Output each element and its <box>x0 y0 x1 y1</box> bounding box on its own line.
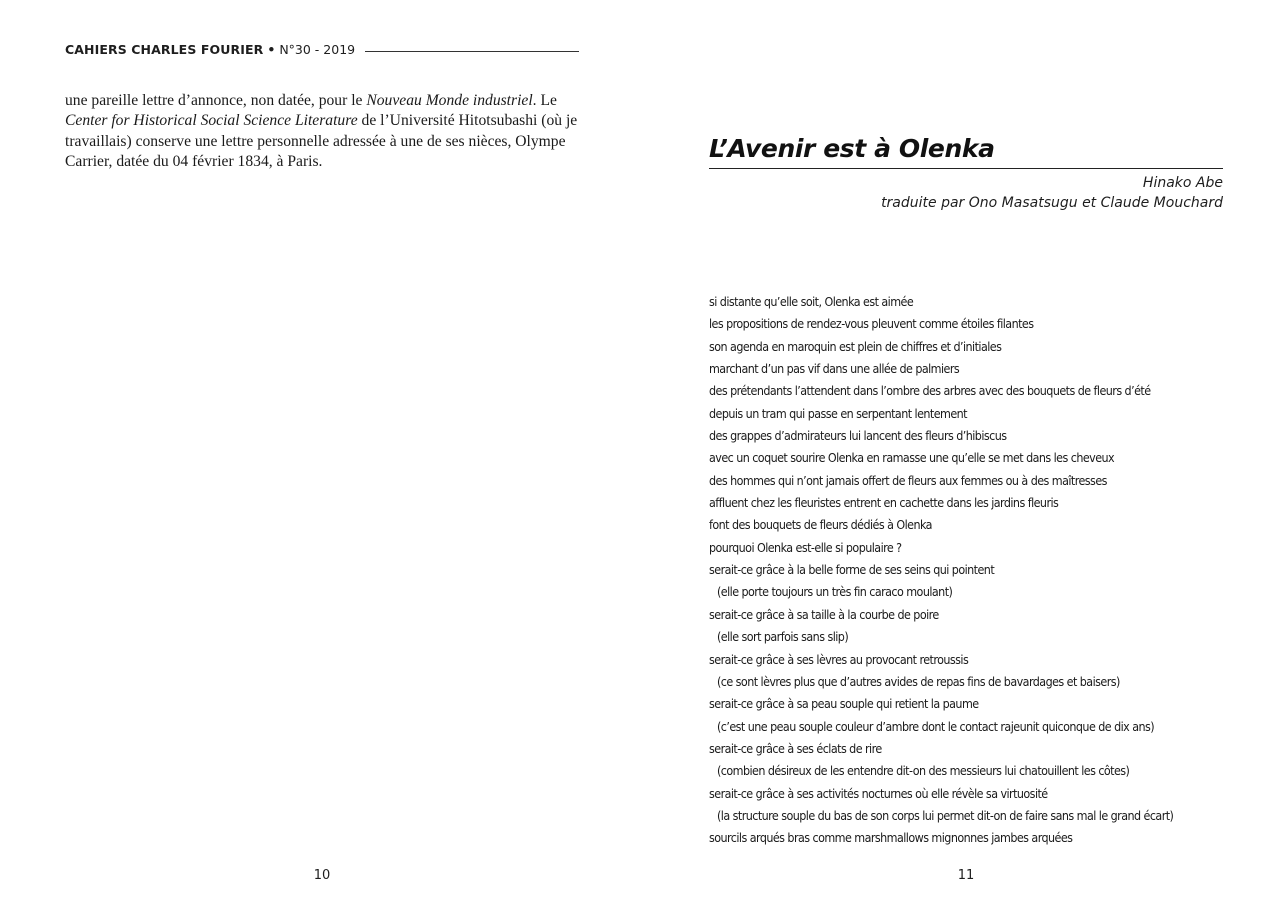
paragraph-text: . Le <box>532 92 557 109</box>
poem-line: marchant d’un pas vif dans une allée de palmiers <box>709 361 960 377</box>
poem-line: serait-ce grâce à sa taille à la courbe de poire <box>709 606 939 622</box>
translator-credit: traduite par Ono Masatsugu et Claude Mouchard <box>881 195 1223 211</box>
page-number-right: 11 <box>957 868 975 883</box>
italic-title-center: Center for Historical Social Science Literature <box>65 112 358 130</box>
poem-line: (c’est une peau souple couleur d’ambre dont le contact rajeunit quiconque de dix ans) <box>717 718 1155 734</box>
poem-line: son agenda en maroquin est plein de chiffres et d’initiales <box>709 338 1002 354</box>
running-header <box>65 42 579 57</box>
poem-line: serait-ce grâce à ses lèvres au provocant retroussis <box>709 651 969 667</box>
poem-title: L’Avenir est à Olenka <box>709 134 995 163</box>
poem-line: serait-ce grâce à ses activités nocturnes où elle révèle sa virtuosité <box>709 785 1048 801</box>
poem-line: pourquoi Olenka est-elle si populaire ? <box>709 539 902 555</box>
poem-line: (ce sont lèvres plus que d’autres avides de repas fins de bavardages et baisers) <box>717 673 1120 689</box>
poem-line: font des bouquets de fleurs dédiés à Olenka <box>709 517 932 533</box>
poem-line: depuis un tram qui passe en serpentant lentement <box>709 405 967 421</box>
paragraph-text: de l’Université Hitotsubashi (où je travaillais) conserve une lettre personnelle adressée à une de ses nièces, Olympe Carrier, datée du 04 février 1834, à Paris. <box>65 112 578 170</box>
issue-number: N°30 - 2019 <box>279 42 356 57</box>
poem-line: (elle sort parfois sans slip) <box>717 629 849 645</box>
poem-line: (combien désireux de les entendre dit-on des messieurs lui chatouillent les côtes) <box>717 763 1130 779</box>
italic-title-nouveau-monde: Nouveau Monde industriel <box>366 92 533 109</box>
poem-line: si distante qu’elle soit, Olenka est aimée <box>709 294 914 309</box>
poem-body <box>709 291 1239 850</box>
poem-line: des prétendants l’attendent dans l’ombre des arbres avec des bouquets de fleurs d’été <box>709 383 1151 399</box>
header-rule <box>365 51 579 52</box>
poem-line: des grappes d’admirateurs lui lancent des fleurs d’hibiscus <box>709 428 1007 444</box>
poem-line: (elle porte toujours un très fin caraco moulant) <box>717 584 953 600</box>
body-paragraph <box>65 91 580 172</box>
title-rule <box>709 168 1223 169</box>
journal-name: CAHIERS CHARLES FOURIER <box>65 42 264 57</box>
poem-line: des hommes qui n’ont jamais offert de fleurs aux femmes ou à des maîtresses <box>709 472 1107 488</box>
author-credit: Hinako Abe <box>1142 175 1223 191</box>
paragraph-text: une pareille lettre d’annonce, non datée, pour le <box>65 92 367 109</box>
poem-line: serait-ce grâce à la belle forme de ses seins qui pointent <box>709 562 995 578</box>
page-number-left: 10 <box>313 868 331 883</box>
poem-line: affluent chez les fleuristes entrent en cachette dans les jardins fleuris <box>709 495 1059 511</box>
header-bullet: • <box>267 42 276 57</box>
right-page <box>644 0 1288 913</box>
poem-line: avec un coquet sourire Olenka en ramasse une qu’elle se met dans les cheveux <box>709 450 1115 466</box>
poem-line: sourcils arqués bras comme marshmallows mignonnes jambes arquées <box>709 830 1073 846</box>
poem-line: (la structure souple du bas de son corps lui permet dit-on de faire sans mal le grand écart) <box>717 807 1174 823</box>
poem-line: serait-ce grâce à ses éclats de rire <box>709 740 882 756</box>
poem-line: les propositions de rendez-vous pleuvent comme étoiles filantes <box>709 316 1034 332</box>
poem-line: serait-ce grâce à sa peau souple qui retient la paume <box>709 696 979 712</box>
